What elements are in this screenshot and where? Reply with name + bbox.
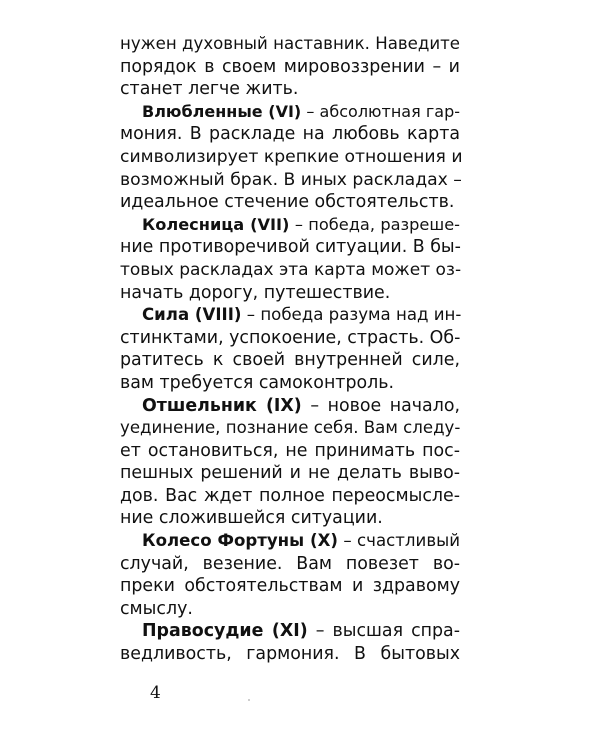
entry-first-line: [120, 395, 460, 418]
text-line: символизирует крепкие отношения и: [120, 146, 463, 167]
text-line: ние противоречивой ситуации. В бы-: [120, 237, 461, 258]
card-term: Влюбленные (VI): [142, 101, 302, 121]
entry-first-line: [120, 304, 460, 327]
text-line: преки обстоятельствам и здравому: [120, 576, 460, 597]
entry-text: – новое начало,: [301, 395, 460, 416]
text-line: ратитесь к своей внутренней силе,: [120, 350, 460, 371]
entry-first-line: [120, 530, 460, 553]
text-line: порядок в своем мировоззрении – и: [120, 56, 460, 77]
card-term: Отшельник (IX): [142, 395, 302, 416]
entry-first-line: [120, 214, 460, 237]
text-line: товых раскладах эта карта может оз-: [120, 259, 462, 280]
card-term: Колесница (VII): [142, 214, 290, 234]
text-line: ведливость, гармония. В бытовых: [120, 644, 460, 665]
text-line: уединение, познание себя. Вам следу-: [120, 418, 461, 438]
entry-first-line: [120, 620, 460, 643]
text-line: начать дорогу, путешествие.: [120, 282, 391, 303]
text-line: дов. Вас ждет полное переосмысле-: [120, 485, 460, 506]
card-term: Правосудие (XI): [142, 621, 308, 642]
entry-text: – счастливый: [337, 531, 460, 551]
page-number: 4: [150, 683, 161, 703]
card-term: Сила (VIII): [142, 305, 242, 325]
text-line: нужен духовный наставник. Наведите: [120, 34, 460, 53]
text-line: ние сложившейся ситуации.: [120, 508, 383, 529]
text-line: идеальное стечение обстоятельств.: [120, 192, 455, 213]
entry-text: – победа разума над ин-: [241, 305, 462, 325]
text-line: случай, везение. Вам повезет во-: [120, 553, 460, 574]
text-line: вам требуется самоконтроль.: [120, 372, 395, 393]
scan-speck: [248, 699, 250, 701]
text-line: стинктами, успокоение, страсть. Об-: [120, 327, 461, 348]
card-term: Колесо Фортуны (X): [142, 531, 338, 551]
text-line: мония. В раскладе на любовь карта: [120, 124, 460, 145]
entry-text: – абсолютная гар-: [301, 101, 461, 121]
text-line: ет остановиться, не принимать пос-: [120, 440, 460, 461]
text-line: возможный брак. В иных раскладах –: [120, 169, 462, 190]
text-line: станет легче жить.: [120, 79, 299, 100]
entry-first-line: [120, 101, 460, 124]
text-line: пешных решений и не делать выво-: [120, 463, 460, 484]
page-text: [120, 33, 463, 666]
entry-text: – победа, разреше-: [289, 214, 460, 234]
entry-text: – высшая спра-: [307, 621, 460, 642]
text-line: смыслу.: [120, 598, 193, 619]
